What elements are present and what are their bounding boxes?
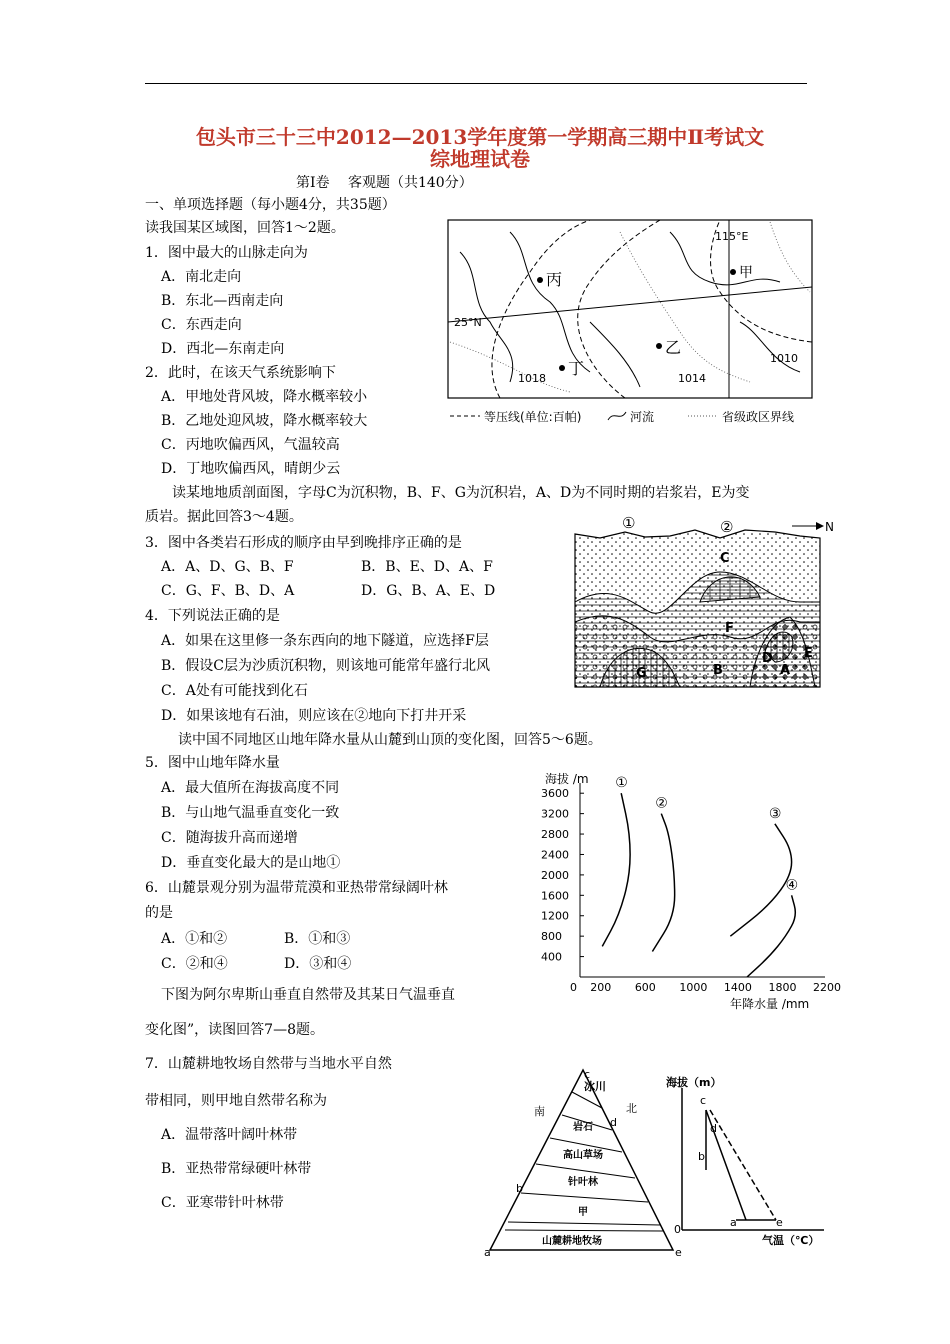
- place-ding: 丁: [568, 359, 585, 378]
- temp-letter-e: e: [776, 1216, 783, 1229]
- precipitation-chart: [535, 765, 841, 1015]
- section-heading: 第Ⅰ卷 客观题（共140分）: [296, 175, 473, 191]
- zone-jia: 甲: [578, 1207, 588, 1218]
- q3-option-d: D．G、B、A、E、D: [361, 583, 496, 599]
- layer-b: B: [713, 663, 723, 678]
- temp-letter-a: a: [730, 1216, 737, 1229]
- q7-option-b: B．亚热带常绿硬叶林带: [161, 1161, 312, 1177]
- temp-letter-d: d: [710, 1122, 717, 1135]
- y-tick-label: 2000: [541, 868, 569, 882]
- letter-e: e: [675, 1246, 682, 1259]
- chart-xlabel: 年降水量 /mm: [730, 997, 810, 1011]
- question-3: 3．图中各类岩石形成的顺序由早到晚排序正确的是: [145, 535, 462, 551]
- q1-option-c: C．东西走向: [161, 317, 242, 333]
- top-rule: [145, 83, 807, 84]
- intro-2-line1: 读某地地质剖面图，字母C为沉积物，B、F、G为沉积岩，A、D为不同时期的岩浆岩，E为变: [172, 485, 750, 501]
- question-6-line1: 6．山麓景观分别为温带荒漠和亚热带常绿阔叶林: [145, 880, 448, 896]
- question-4: 4．下列说法正确的是: [145, 608, 280, 624]
- letter-b: b: [516, 1182, 523, 1195]
- series-label-4: ④: [785, 877, 799, 894]
- latitude-label: 25°N: [454, 316, 482, 329]
- y-tick-label: 3600: [541, 787, 569, 801]
- intro-4-line2: 变化图”，读图回答7—8题。: [145, 1022, 324, 1038]
- layer-c: C: [720, 551, 730, 566]
- zone-conifer: 针叶林: [568, 1177, 598, 1188]
- chart-series: [602, 775, 798, 977]
- alps-south: 南: [534, 1105, 545, 1118]
- x-tick-label: 1000: [679, 981, 708, 994]
- question-5: 5．图中山地年降水量: [145, 755, 280, 771]
- x-ticks: [570, 981, 841, 994]
- intro-3: 读中国不同地区山地年降水量从山麓到山顶的变化图，回答5～6题。: [178, 732, 602, 748]
- q2-option-b: B．乙地处迎风坡，降水概率较大: [161, 413, 368, 429]
- layer-e: E: [804, 646, 813, 661]
- region-map: [440, 212, 820, 432]
- x-tick-label: 2200: [813, 981, 841, 994]
- alps-north: 北: [626, 1102, 637, 1115]
- part-heading: 一、单项选择题（每小题4分，共35题）: [145, 197, 396, 213]
- q6-option-d: D．③和④: [284, 956, 352, 972]
- x-tick-label: 1800: [768, 981, 797, 994]
- zone-glacier: 冰川: [584, 1080, 606, 1093]
- exam-title-line2: 综地理试卷: [430, 147, 530, 171]
- intro-1: 读我国某区域图，回答1～2题。: [145, 220, 345, 236]
- q2-option-a: A．甲地处背风坡，降水概率较小: [161, 389, 368, 405]
- isobar-1018: 1018: [518, 372, 546, 385]
- q5-option-a: A．最大值所在海拔高度不同: [161, 780, 340, 796]
- series-line-1: [602, 793, 630, 946]
- question-7-line2: 带相同，则甲地自然带名称为: [145, 1093, 327, 1109]
- y-tick-label: 800: [541, 930, 562, 944]
- place-bing: 丙: [546, 270, 563, 289]
- legend-isobar: 等压线(单位:百帕): [484, 410, 582, 424]
- zone-rock: 岩石: [573, 1122, 593, 1133]
- marker-1: ①: [622, 514, 636, 532]
- q1-option-b: B．东北—西南走向: [161, 293, 284, 309]
- q5-option-b: B．与山地气温垂直变化一致: [161, 805, 340, 821]
- longitude-label: 115°E: [715, 230, 749, 243]
- q1-option-d: D．西北—东南走向: [161, 341, 285, 357]
- place-jia: 甲: [739, 265, 753, 281]
- q4-option-a: A．如果在这里修一条东西向的地下隧道，应选择F层: [161, 633, 489, 649]
- y-tick-label: 2400: [541, 848, 569, 862]
- question-1: 1．图中最大的山脉走向为: [145, 245, 308, 261]
- zone-piedmont: 山麓耕地牧场: [542, 1236, 602, 1247]
- q5-option-c: C．随海拔升高而递增: [161, 830, 298, 846]
- layer-a: A: [780, 663, 791, 678]
- question-6-line2: 的是: [145, 905, 173, 921]
- series-line-4: [747, 895, 795, 977]
- isobar-1014: 1014: [678, 372, 706, 385]
- q2-option-c: C．丙地吹偏西风，气温较高: [161, 437, 340, 453]
- q4-option-c: C．A处有可能找到化石: [161, 683, 308, 699]
- y-ticks: [541, 787, 584, 963]
- legend-boundary: 省级政区界线: [722, 410, 795, 424]
- x-tick-label: 0: [570, 981, 577, 994]
- temperature-diagram: [664, 1070, 834, 1250]
- q2-option-d: D．丁地吹偏西风，晴朗少云: [161, 461, 341, 477]
- layer-f: F: [725, 621, 734, 636]
- place-yi: 乙: [665, 338, 682, 357]
- chart-ylabel: 海拔 /m: [545, 772, 589, 786]
- q6-option-b: B．①和③: [284, 931, 351, 947]
- marker-2: ②: [720, 518, 734, 536]
- x-tick-label: 200: [590, 981, 612, 994]
- layer-d: D: [762, 651, 773, 666]
- y-tick-label: 400: [541, 950, 562, 964]
- q7-option-a: A．温带落叶阔叶林带: [161, 1127, 298, 1143]
- q6-option-a: A．①和②: [161, 931, 228, 947]
- q6-option-c: C．②和④: [161, 956, 228, 972]
- question-2: 2．此时，在该天气系统影响下: [145, 365, 336, 381]
- intro-4-line1: 下图为阿尔卑斯山垂直自然带及其某日气温垂直: [161, 987, 455, 1003]
- q4-option-b: B．假设C层为沙质沉积物，则该地可能常年盛行北风: [161, 658, 490, 674]
- zone-alpine-meadow: 高山草场: [563, 1150, 603, 1161]
- temp-letter-b: b: [698, 1150, 705, 1163]
- geologic-section: [570, 512, 840, 697]
- temp-xlabel: 气温（℃）: [762, 1234, 820, 1247]
- temp-letter-c: c: [700, 1094, 707, 1107]
- series-line-2: [652, 814, 674, 952]
- q4-option-d: D．如果该地有石油，则应该在②地向下打井开采: [161, 708, 467, 724]
- q3-option-b: B．B、E、D、A、F: [361, 559, 493, 575]
- series-line-3: [730, 824, 791, 936]
- y-tick-label: 2800: [541, 828, 569, 842]
- layer-g: G: [636, 666, 647, 681]
- q1-option-a: A．南北走向: [161, 269, 242, 285]
- x-tick-label: 600: [634, 981, 656, 994]
- y-tick-label: 1200: [541, 909, 569, 923]
- question-7-line1: 7．山麓耕地牧场自然带与当地水平自然: [145, 1056, 392, 1072]
- exam-title-line1: 包头市三十三中2012—2013学年度第一学期高三期中Ⅱ考试文: [195, 125, 765, 149]
- series-label-3: ③: [768, 805, 782, 822]
- north-label: N: [825, 520, 834, 534]
- q5-option-d: D．垂直变化最大的是山地①: [161, 855, 341, 871]
- q3-option-c: C．G、F、B、D、A: [161, 583, 295, 599]
- alps-zone-diagram: [478, 1060, 682, 1260]
- letter-d: d: [610, 1116, 617, 1129]
- series-label-2: ②: [655, 795, 668, 812]
- x-tick-label: 1400: [723, 981, 752, 994]
- q3-option-a: A．A、D、G、B、F: [161, 559, 294, 575]
- series-label-1: ①: [615, 775, 628, 792]
- y-tick-label: 3200: [541, 807, 569, 821]
- q7-option-c: C．亚寒带针叶林带: [161, 1195, 284, 1211]
- temp-ylabel: 海拔（m）: [666, 1076, 722, 1089]
- temp-origin: 0: [674, 1223, 681, 1236]
- isobar-1010: 1010: [770, 352, 798, 365]
- letter-c: c: [584, 1068, 591, 1081]
- letter-a: a: [484, 1246, 491, 1259]
- legend-river: 河流: [630, 410, 655, 424]
- intro-2-line2: 质岩。据此回答3～4题。: [145, 509, 303, 525]
- y-tick-label: 1600: [541, 889, 569, 903]
